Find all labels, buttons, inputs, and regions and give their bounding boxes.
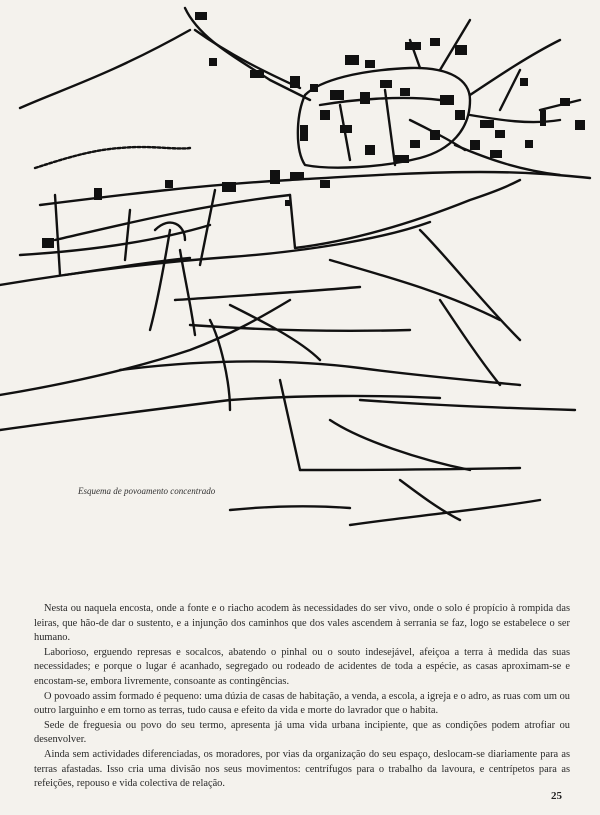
- terrain-edge: [35, 147, 190, 168]
- figure-caption: Esquema de povoamento concentrado: [78, 486, 216, 496]
- paragraph: Nesta ou naquela encosta, onde a fonte e o riacho acodem às necessidades do ser vivo, onde o solo é propício à rompida das leiras, que hão-de dar o sustento, e a injunção dos caminhos que dos vales ascendem à serrania se faz, logo se estabelece o ser humano.: [34, 603, 570, 644]
- field-line-2: [175, 287, 360, 300]
- field-line-19: [150, 230, 170, 330]
- field-line-11: [280, 380, 300, 470]
- paragraph: Sede de freguesia ou povo do seu termo, apresenta já uma vida urbana incipiente, que as condições podem atrofiar ou desenvolver.: [34, 719, 570, 746]
- field-left-1: [55, 195, 60, 275]
- hill-outline: [20, 30, 190, 108]
- field-line-12: [300, 468, 520, 470]
- field-line-5: [120, 361, 520, 385]
- paragraph: Laborioso, erguendo represas e socalcos, abatendo o pinhal ou o souto indesejável, afeiçoa a terra à medida das suas necessidades; e porque o lugar é acanhado, segregado ou rodeado de acidentes de toda a espécie, as casas aproximam-se e encostam-se, embora livremente, consoante as contingências.: [34, 646, 570, 687]
- page-number: 25: [551, 790, 562, 802]
- body-text: [34, 602, 570, 792]
- village-street-10: [500, 70, 520, 110]
- field-line-3: [190, 325, 410, 331]
- paragraph: Ainda sem actividades diferenciadas, os moradores, por vias da organização do seu espaço, deslocam-se diariamente para as terras afastadas. Isso cria uma divisão nos seus movimentos: centrífugos para o trabalho da lavoura, e centrípetos para as refeições, repouso e vida colectiva de relação.: [34, 748, 570, 790]
- field-line-15: [330, 420, 470, 470]
- field-line-16: [230, 506, 350, 510]
- field-line-7: [420, 230, 520, 340]
- field-line-10: [360, 400, 575, 410]
- field-left-3: [125, 210, 130, 260]
- main-road-2: [55, 195, 290, 240]
- village-street-3: [385, 90, 395, 165]
- field-line-14: [440, 300, 500, 385]
- field-line-6: [230, 305, 320, 360]
- plateau: [290, 180, 520, 248]
- paragraph: O povoado assim formado é pequeno: uma dúzia de casas de habitação, a venda, a escola, a igreja e o adro, as ruas com um ou outro larguinho e em torno as terras, tudo causa e efeito da vida e morte do lavrador que o habita.: [34, 690, 570, 717]
- village-street-7: [470, 40, 560, 95]
- houses: [42, 12, 585, 248]
- field-line-1: [180, 250, 195, 335]
- main-road: [40, 172, 590, 205]
- plateau-edge: [0, 222, 430, 285]
